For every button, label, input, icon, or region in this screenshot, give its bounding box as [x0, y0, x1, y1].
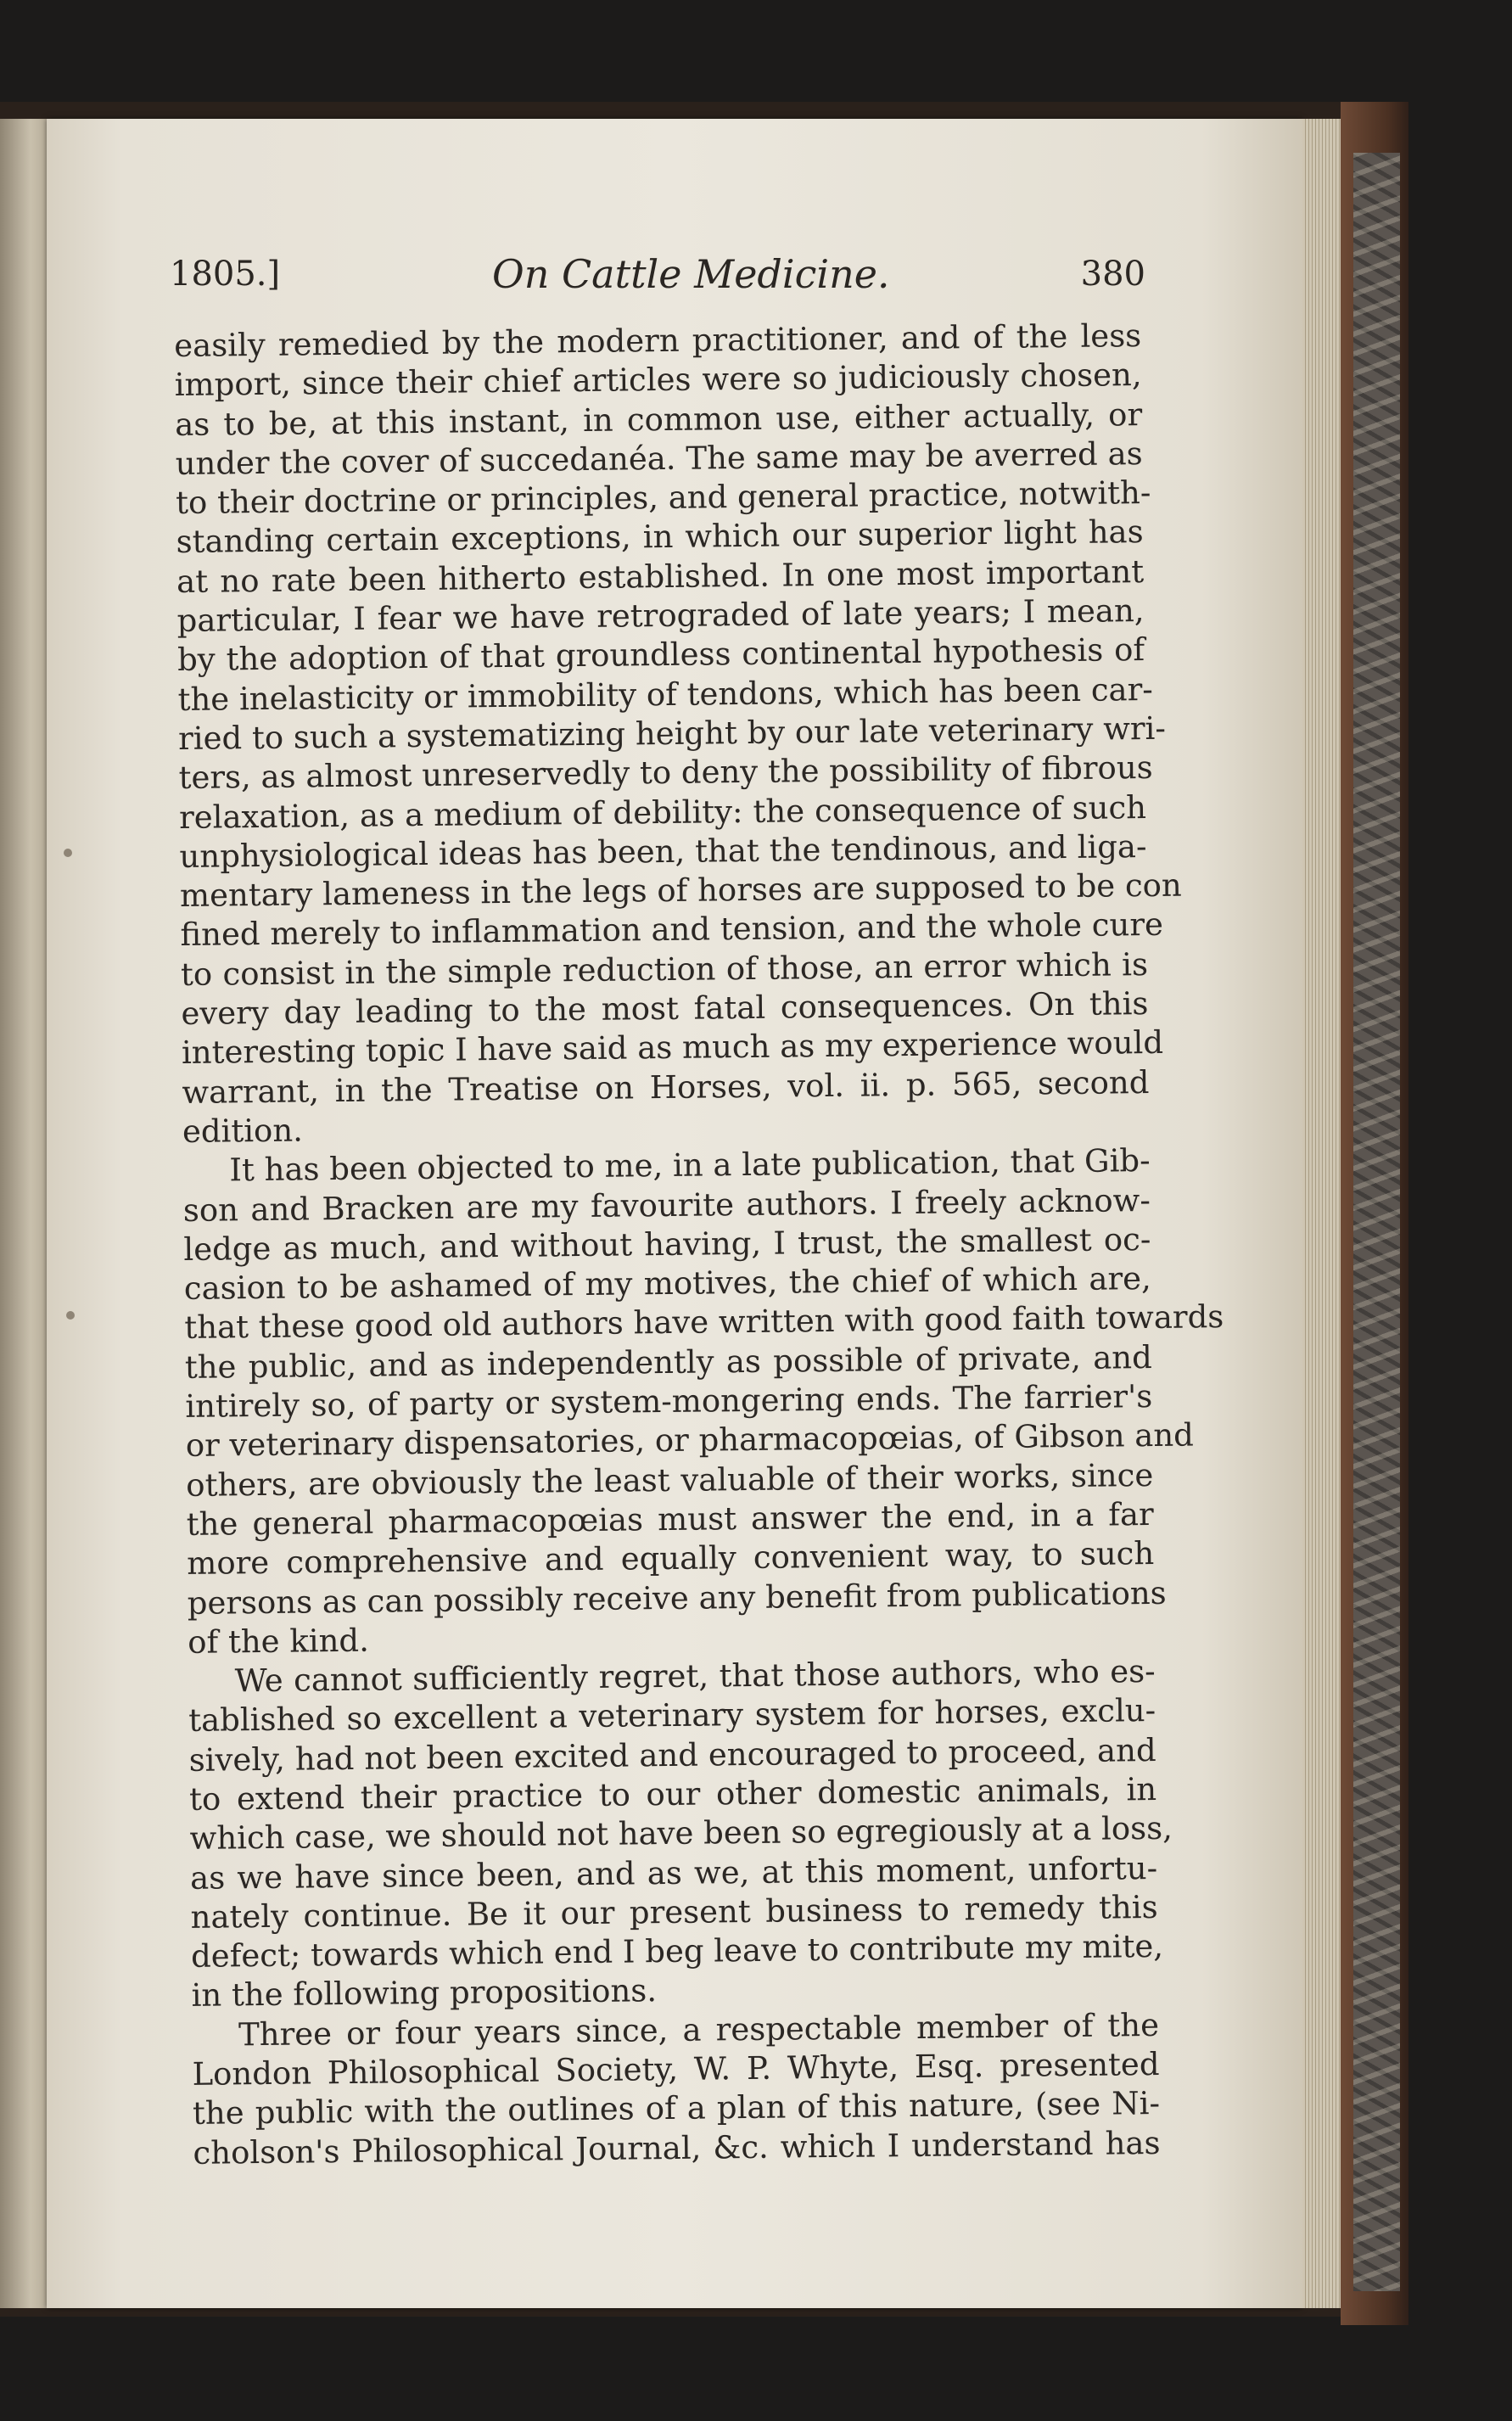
text-line: by the adoption of that groundless continental hypothesis of [176, 631, 1145, 679]
text-line: ters, as almost unreservedly to deny the possibility of fibrous [178, 749, 1153, 797]
text-line: to their doctrine or principles, and general practice, notwith- [175, 474, 1151, 522]
text-line: London Philosophical Society, W. P. Whyte, Esq. presented [192, 2046, 1160, 2093]
paper-spot [66, 1311, 75, 1320]
text-line: the general pharmacopœias must answer the end, in a far [186, 1495, 1154, 1543]
text-line: son and Bracken are my favourite authors. I freely acknow- [182, 1181, 1151, 1229]
text-line: interesting topic I have said as much as my experience would [181, 1024, 1164, 1072]
page-edges [1302, 119, 1341, 2308]
text-line: as we have since been, and as we, at this moment, unfortu- [189, 1849, 1158, 1897]
text-line: the inelasticity or immobility of tendons, which has been car- [177, 670, 1154, 718]
text-line: persons as can possibly receive any benefit from publications [187, 1574, 1167, 1622]
text-line: every day leading to the most fatal consequences. On this [181, 985, 1149, 1033]
text-line: import, since their chief articles were so judiciously chosen, [174, 356, 1142, 404]
text-line: at no rate been hitherto established. In one most important [176, 552, 1145, 600]
text-line: tablished so excellent a veterinary system for horses, exclu- [188, 1692, 1156, 1740]
text-line: the public with the outlines of a plan of this nature, (see Ni- [192, 2085, 1161, 2132]
text-line: others, are obviously the least valuable of their works, since [186, 1456, 1154, 1504]
text-line: easily remedied by the modern practitioner, and of the less [174, 317, 1142, 364]
text-line: to extend their practice to our other domestic animals, in [188, 1770, 1157, 1818]
text-line: casion to be ashamed of my motives, the chief of which are, [183, 1260, 1152, 1308]
paragraph-end-line: in the following propositions. [191, 1972, 658, 2015]
text-line: sively, had not been excited and encouraged to proceed, and [188, 1731, 1156, 1779]
text-line: more comprehensive and equally convenient way, to such [187, 1535, 1155, 1583]
text-line: as to be, at this instant, in common use, either actually, or [174, 395, 1143, 443]
paragraph-end-line: of the kind. [188, 1622, 370, 1661]
paragraph-start-line: It has been objected to me, in a late publication, that Gib- [229, 1142, 1151, 1189]
paragraph-end-line: edition. [182, 1112, 304, 1150]
header-title: On Cattle Medicine. [492, 251, 890, 297]
text-line: defect; towards which end I beg leave to contribute my mite, [190, 1928, 1164, 1975]
text-line: unphysiological ideas has been, that the tendinous, and liga- [179, 827, 1147, 875]
running-head [170, 251, 1145, 305]
text-line: nately continue. Be it our present business to remedy this [190, 1888, 1158, 1936]
body-text [174, 317, 1224, 2173]
paper-spot [64, 849, 72, 857]
text-line: standing certain exceptions, in which our superior light has [176, 513, 1144, 561]
text-line: the public, and as independently as possible of private, and [184, 1338, 1153, 1386]
text-line: or veterinary dispensatories, or pharmacopœias, of Gibson and [185, 1416, 1195, 1465]
text-line: to consist in the simple reduction of those, an error which is [180, 945, 1149, 993]
text-line: particular, I fear we have retrograded of late years; I mean, [176, 592, 1145, 640]
text-line: mentary lameness in the legs of horses are supposed to be con [179, 866, 1182, 915]
paragraph-start-line: Three or four years since, a respectable member of the [238, 2006, 1160, 2054]
text-line: ledge as much, and without having, I trust, the smallest oc- [183, 1220, 1151, 1268]
text-line: under the cover of succedanéa. The same may be averred as [175, 434, 1143, 482]
text-line: warrant, in the Treatise on Horses, vol. ii. p. 565, second [182, 1063, 1150, 1111]
marbled-endpaper [1353, 153, 1400, 2291]
text-line: that these good old authors have written with good faith towards [184, 1298, 1224, 1347]
left-page-edge [0, 119, 51, 2308]
text-line: intirely so, of party or system-mongering ends. The farrier's [185, 1378, 1153, 1425]
header-year: 1805.] [170, 255, 281, 294]
text-line: relaxation, as a medium of debility: the consequence of such [178, 788, 1147, 836]
paragraph-start-line: We cannot sufficiently regret, that those authors, who es- [234, 1653, 1156, 1700]
text-line: fined merely to inflammation and tension, and the whole cure [180, 906, 1164, 954]
text-line: ried to such a systematizing height by our late veterinary wri- [177, 709, 1167, 757]
page-number: 380 [1080, 255, 1145, 294]
text-line: which case, we should not have been so egregiously at a loss, [189, 1810, 1173, 1858]
text-line: cholson's Philosophical Journal, &c. which I understand has [193, 2124, 1161, 2172]
